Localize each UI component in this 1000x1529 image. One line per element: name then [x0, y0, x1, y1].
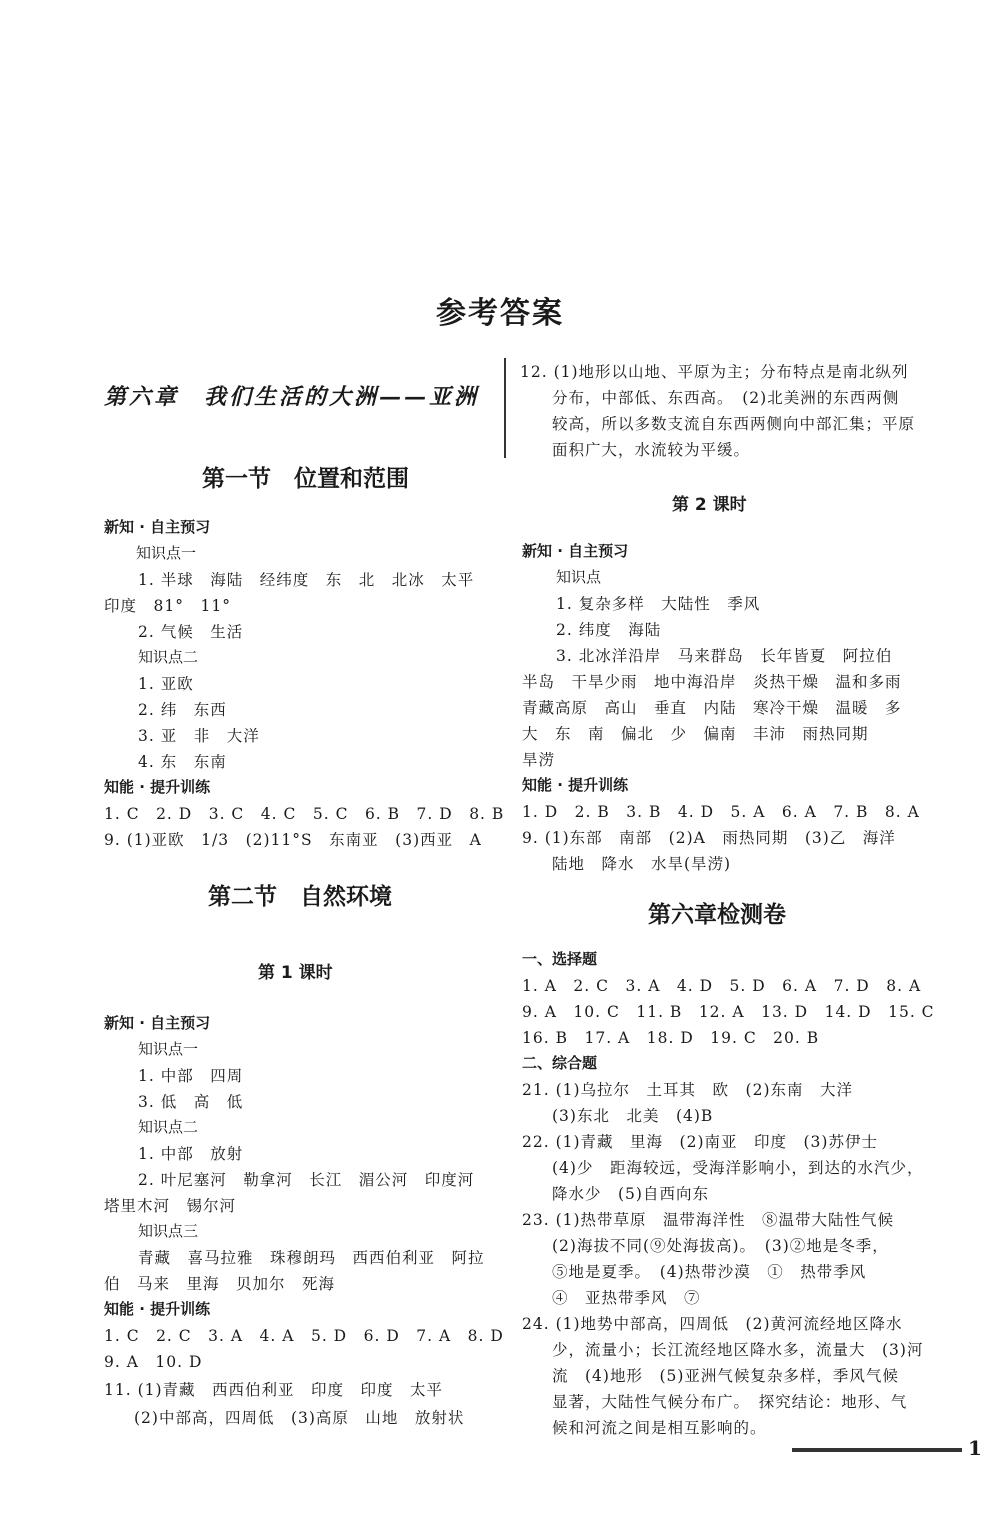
answer-line: (4)少 距海较远，受海洋影响小，到达的水汽少， [552, 1159, 924, 1177]
subheading: 新知 · 自主预习 [104, 518, 211, 536]
subheading: 知能 · 提升训练 [522, 776, 629, 794]
answer-line: 3. 亚 非 大洋 [138, 727, 260, 745]
subheading: 新知 · 自主预习 [522, 542, 629, 560]
page-number: 1 [968, 1436, 982, 1460]
answer-line: 青藏 喜马拉雅 珠穆朗玛 西西伯利亚 阿拉 [138, 1249, 485, 1267]
answer-line: 流 (4)地形 (5)亚洲气候复杂多样，季风气候 [552, 1367, 899, 1385]
answer-line: ⑤地是夏季。 (4)热带沙漠 ① 热带季风 [552, 1263, 867, 1281]
answer-line: 印度 81° 11° [104, 597, 231, 615]
answer-line: 21. (1)乌拉尔 土耳其 欧 (2)东南 大洋 [522, 1081, 853, 1099]
knowledge-point-label: 知识点二 [138, 648, 199, 666]
answer-line: 分布，中部低、东西高。 (2)北美洲的东西两侧 [552, 389, 900, 407]
answer-line: 12. (1)地形以山地、平原为主；分布特点是南北纵列 [520, 363, 909, 381]
knowledge-point-label: 知识点二 [138, 1118, 199, 1136]
answer-line: 少，流量小；长江流经地区降水多，流量大 (3)河 [552, 1341, 924, 1359]
answer-line: (2)海拔不同(⑨处海拔高)。 (3)②地是冬季， [552, 1237, 889, 1255]
answer-line: 22. (1)青藏 里海 (2)南亚 印度 (3)苏伊士 [522, 1133, 878, 1151]
answer-line: 塔里木河 锡尔河 [104, 1197, 237, 1215]
answer-line: 2. 气候 生活 [138, 623, 244, 641]
knowledge-point-label: 知识点一 [138, 1040, 199, 1058]
answer-line: (2)中部高，四周低 (3)高原 山地 放射状 [134, 1409, 465, 1427]
knowledge-point-label: 知识点 [556, 568, 602, 586]
answer-line: 1. C 2. C 3. A 4. A 5. D 6. D 7. A 8. D [104, 1327, 504, 1345]
answer-line: 1. 中部 四周 [138, 1067, 244, 1085]
section-heading-1: 第一节 位置和范围 [202, 466, 409, 492]
answer-line: 9. (1)亚欧 1/3 (2)11°S 东南亚 (3)西亚 A [104, 831, 482, 849]
answer-line: 3. 低 高 低 [138, 1093, 244, 1111]
answer-line: 伯 马来 里海 贝加尔 死海 [104, 1275, 336, 1293]
answer-line: 1. A 2. C 3. A 4. D 5. D 6. A 7. D 8. A [522, 977, 922, 995]
answer-line: 1. 半球 海陆 经纬度 东 北 北冰 太平 [138, 571, 475, 589]
answer-line: ④ 亚热带季风 ⑦ [552, 1289, 701, 1307]
answer-line: 9. A 10. D [104, 1353, 203, 1371]
chapter-heading: 第六章 我们生活的大洲——亚洲 [104, 384, 480, 410]
knowledge-point-label: 知识点三 [138, 1222, 199, 1240]
answer-line: 显著，大陆性气候分布广。 探究结论：地形、气 [552, 1393, 908, 1411]
knowledge-point-label: 知识点一 [136, 544, 197, 562]
answer-line: 1. 中部 放射 [138, 1145, 244, 1163]
answer-line: 较高，所以多数支流自东西两侧向中部汇集；平原 [552, 415, 916, 433]
subheading: 知能 · 提升训练 [104, 778, 211, 796]
test-heading: 第六章检测卷 [648, 902, 786, 928]
answer-line: 大 东 南 偏北 少 偏南 丰沛 雨热同期 [522, 725, 869, 743]
answer-line: 23. (1)热带草原 温带海洋性 ⑧温带大陆性气候 [522, 1211, 895, 1229]
answer-line: 4. 东 东南 [138, 753, 227, 771]
answer-line: 降水少 (5)自西向东 [552, 1185, 709, 1203]
section-heading-2: 第二节 自然环境 [208, 884, 392, 910]
answer-line: 11. (1)青藏 西西伯利亚 印度 印度 太平 [104, 1381, 444, 1399]
answer-line: 1. 复杂多样 大陆性 季风 [556, 595, 761, 613]
subheading: 知能 · 提升训练 [104, 1300, 211, 1318]
answer-line: 16. B 17. A 18. D 19. C 20. B [522, 1029, 820, 1047]
answer-line: 24. (1)地势中部高，四周低 (2)黄河流经地区降水 [522, 1315, 903, 1333]
answer-line: 旱涝 [522, 751, 556, 769]
answer-line: 2. 叶尼塞河 勒拿河 长江 湄公河 印度河 [138, 1171, 475, 1189]
answer-line: 面积广大，水流较为平缓。 [552, 441, 751, 459]
answer-line: 3. 北冰洋沿岸 马来群岛 长年皆夏 阿拉伯 [556, 647, 893, 665]
answer-line: 半岛 干旱少雨 地中海沿岸 炎热干燥 温和多雨 [522, 673, 902, 691]
column-divider [504, 358, 506, 458]
answer-line: 1. D 2. B 3. B 4. D 5. A 6. A 7. B 8. A [522, 803, 920, 821]
answer-line: 候和河流之间是相互影响的。 [552, 1419, 767, 1437]
answer-line: 1. C 2. D 3. C 4. C 5. C 6. B 7. D 8. B [104, 805, 505, 823]
answer-line: 青藏高原 高山 垂直 内陆 寒冷干燥 温暖 多 [522, 699, 902, 717]
subheading: 一、选择题 [522, 950, 598, 968]
answer-line: 陆地 降水 水旱(旱涝) [552, 855, 732, 873]
answer-line: 9. A 10. C 11. B 12. A 13. D 14. D 15. C [522, 1003, 935, 1021]
lesson-heading: 第 2 课时 [672, 495, 747, 515]
page-title: 参考答案 [436, 296, 564, 331]
answer-line: (3)东北 北美 (4)B [552, 1107, 714, 1125]
answer-line: 1. 亚欧 [138, 675, 194, 693]
answer-line: 2. 纬度 海陆 [556, 621, 662, 639]
subheading: 新知 · 自主预习 [104, 1014, 211, 1032]
answer-line: 9. (1)东部 南部 (2)A 雨热同期 (3)乙 海洋 [522, 829, 896, 847]
lesson-heading: 第 1 课时 [258, 963, 333, 983]
subheading: 二、综合题 [522, 1054, 598, 1072]
page-number-bar [792, 1448, 962, 1452]
answer-line: 2. 纬 东西 [138, 701, 227, 719]
